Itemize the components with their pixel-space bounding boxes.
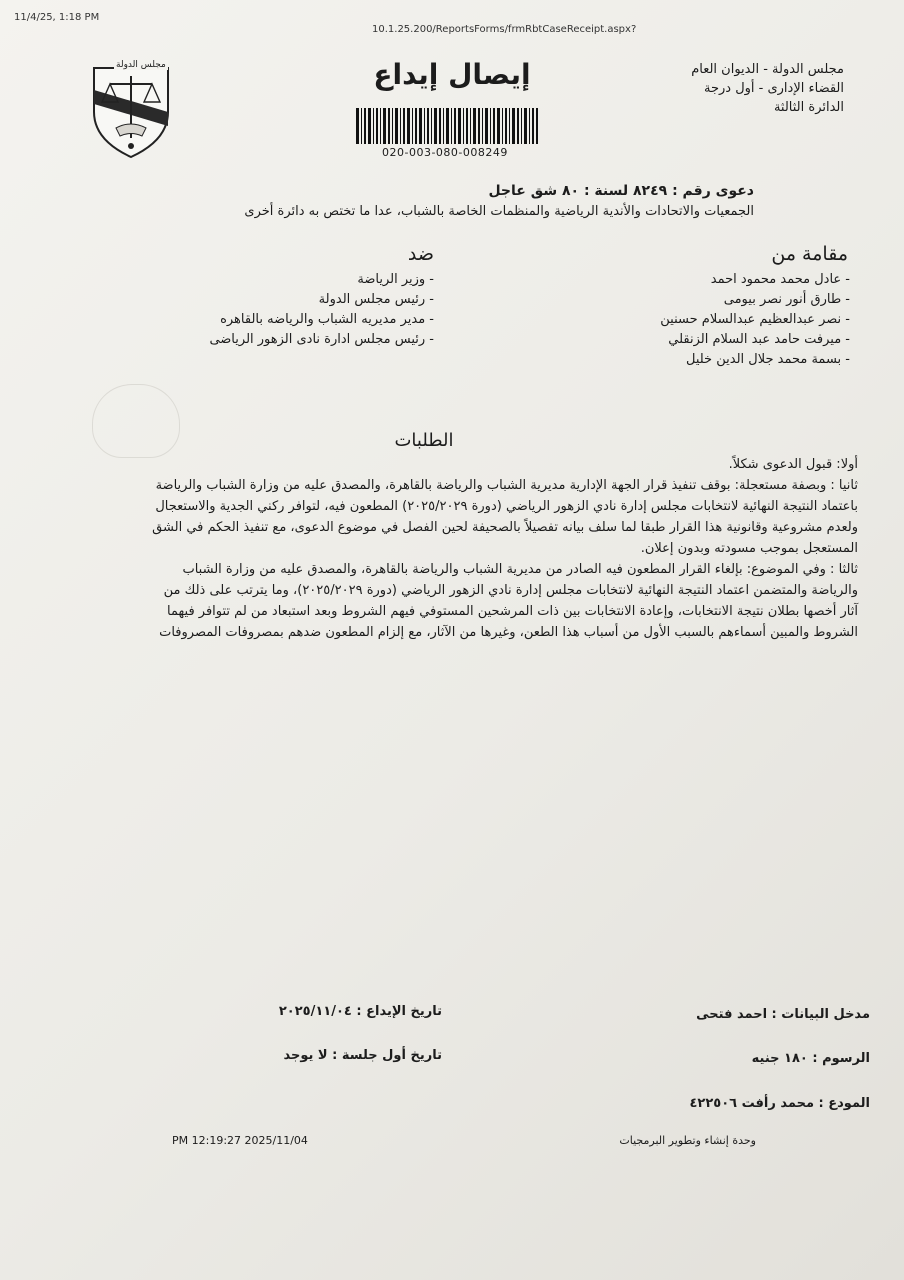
- request-third: ثالثا : وفي الموضوع: بإلغاء القرار المطعون فيه الصادر من مديرية الشباب والرياضة بالقاهرة، والمصدق عليه من وزارة الشباب والرياضة والمتضمن اعتماد النتيجة النهائية لانتخابات مجلس إدارة نادي الزهور الرياضي (دورة ٢٠٢٥/٢٠٢٩)، وما يترتب على ذلك من آثار أخصها بطلان نتيجة الانتخابات، وإعادة الانتخابات بين ذات المرشحين المستوفي فيهم الشروط وبعد استبعاد من لم تتوافر فيهما الشروط والمبين أسماءهم بالسبب الأول من أسباب هذا الطعن، وغيرها من الآثار، مع إلزام المطعون ضدهم بمصروفات المصروفات: [159, 562, 858, 640]
- defendant-item: - رئيس مجلس ادارة نادى الزهور الرياضى: [209, 332, 434, 347]
- case-number: دعوى رقم : ٨٢٤٩ لسنة : ٨٠ شق عاجل: [488, 183, 754, 199]
- software-unit: وحدة إنشاء وتطوير البرمجيات: [619, 1134, 756, 1147]
- defendant-item: - رئيس مجلس الدولة: [318, 292, 434, 307]
- barcode-graphic: [356, 108, 538, 144]
- court-line-1: مجلس الدولة - الديوان العام: [691, 62, 844, 77]
- requests-body: [150, 454, 858, 643]
- court-info: [584, 60, 844, 117]
- barcode-number: 020-003-080-008249: [382, 146, 508, 159]
- data-entry: مدخل البيانات : احمد فتحى: [696, 1007, 870, 1022]
- show-through-emblem: [92, 384, 180, 458]
- depositor: المودع : محمد رأفت ٤٢٢٥٠٦: [689, 1096, 870, 1111]
- plaintiff-item: - طارق أنور نصر بيومى: [723, 292, 850, 307]
- requests-heading: الطلبات: [394, 430, 454, 451]
- court-line-3: الدائرة الثالثة: [773, 100, 844, 115]
- request-second: ثانيا : وبصفة مستعجلة: بوقف تنفيذ قرار الجهة الإدارية مديرية الشباب والرياضة بالقاهرة، والمصدق عليه من وزارة الشباب والرياضة باعتماد النتيجة النهائية لانتخابات مجلس إدارة نادي الزهور الرياضي (دورة ٢٠٢٥/٢٠٢٩) المطعون فيه، لتوافر ركني الجدية والاستعجال ولعدم مشروعية وقانونية هذا القرار طبقا لما سلف بيانه تفصيلاً بالصحيفة لحين الفصل في موضوع الدعوى، مع تنفيذ الحكم في الشق المستعجل بموجب مسودته وبدون إعلان.: [152, 478, 858, 556]
- plaintiffs-heading: مقامة من: [771, 243, 848, 265]
- plaintiff-item: - نصر عبدالعظيم عبدالسلام حسنين: [660, 312, 850, 327]
- plaintiffs-list: [550, 270, 850, 370]
- request-first: أولا: قبول الدعوى شكلاً.: [728, 457, 858, 472]
- case-subject: الجمعيات والاتحادات والأندية الرياضية والمنظمات الخاصة بالشباب، عدا ما تختص به دائرة أخرى: [244, 204, 754, 219]
- fees: الرسوم : ١٨٠ جنيه: [751, 1051, 870, 1066]
- state-council-logo: [88, 54, 174, 160]
- receipt-title: إيصال إيداع: [373, 58, 531, 91]
- print-datetime: 11/4/25, 1:18 PM: [14, 12, 100, 23]
- print-url: 10.1.25.200/ReportsForms/frmRbtCaseReceipt.aspx?: [372, 24, 637, 35]
- logo-label: مجلس الدولة: [116, 60, 166, 70]
- plaintiff-item: - عادل محمد محمود احمد: [710, 272, 850, 287]
- filing-date: تاريخ الإيداع : ٢٠٢٥/١١/٠٤: [278, 1004, 442, 1019]
- first-session-date: تاريخ أول جلسة : لا يوجد: [283, 1048, 442, 1063]
- defendants-heading: ضد: [407, 243, 434, 265]
- plaintiff-item: - بسمة محمد جلال الدين خليل: [685, 352, 850, 367]
- defendant-item: - مدير مديريه الشباب والرياضه بالقاهره: [220, 312, 434, 327]
- barcode: [356, 108, 538, 144]
- defendant-item: - وزير الرياضة: [357, 272, 434, 287]
- defendants-list: [124, 270, 434, 350]
- system-timestamp: PM 12:19:27 2025/11/04: [172, 1134, 308, 1147]
- court-line-2: القضاء الإدارى - أول درجة: [703, 81, 844, 96]
- plaintiff-item: - ميرفت حامد عبد السلام الزنقلي: [668, 332, 850, 347]
